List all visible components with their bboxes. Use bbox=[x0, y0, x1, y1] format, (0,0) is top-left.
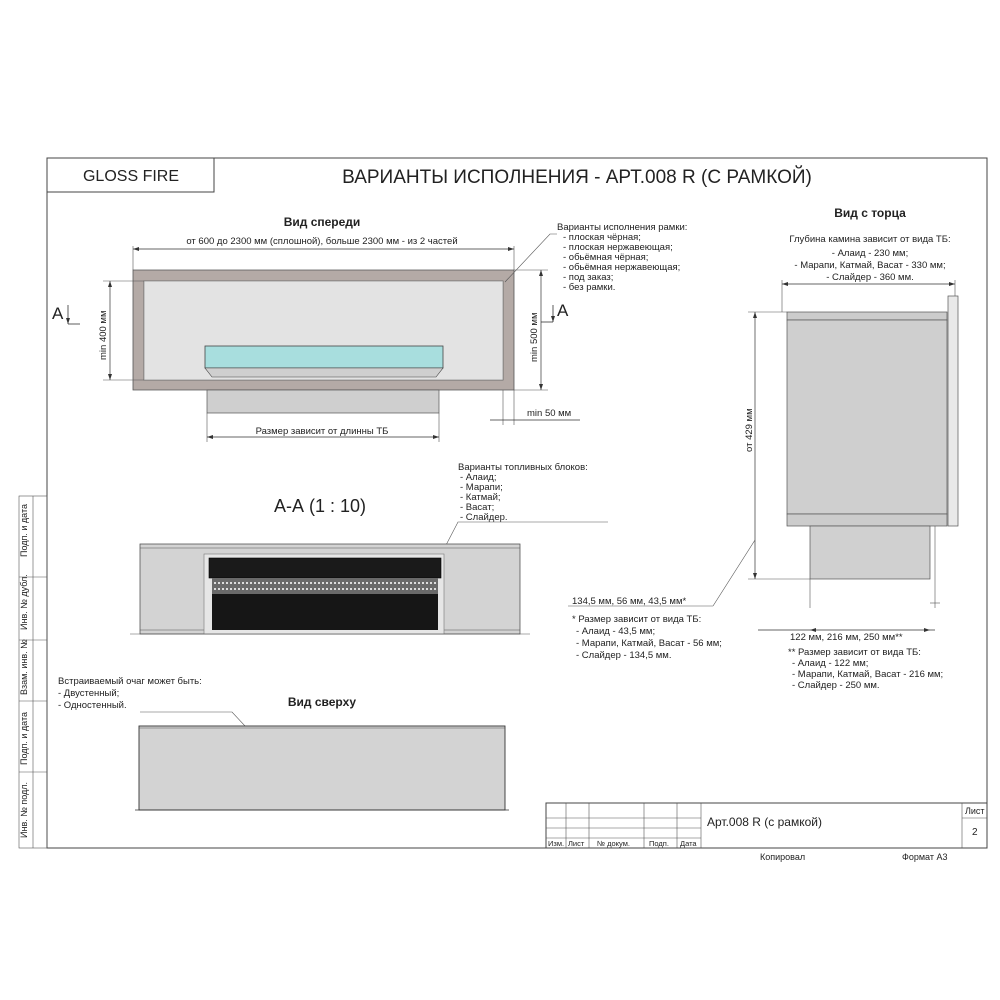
section-mark-right: A bbox=[557, 301, 569, 320]
svg-text:№ докум.: № докум. bbox=[597, 839, 630, 848]
svg-text:Изм.: Изм. bbox=[548, 839, 565, 848]
svg-text:- Слайдер - 134,5 мм.: - Слайдер - 134,5 мм. bbox=[576, 650, 672, 661]
side-stamp-label-5: Инв. № подл. bbox=[19, 781, 29, 838]
svg-text:- Алаид - 43,5 мм;: - Алаид - 43,5 мм; bbox=[576, 626, 656, 637]
stamp-format: Формат А3 bbox=[902, 852, 948, 862]
svg-text:- Слайдер - 360 мм.: - Слайдер - 360 мм. bbox=[826, 272, 914, 283]
svg-text:- Марапи, Катмай, Васат - 56 м: - Марапи, Катмай, Васат - 56 мм; bbox=[576, 638, 722, 649]
svg-text:- Одностенный.: - Одностенный. bbox=[58, 700, 127, 711]
svg-text:Варианты топливных блоков:: Варианты топливных блоков: bbox=[458, 462, 588, 473]
section-mark-left: A bbox=[52, 304, 64, 323]
frame-options-note bbox=[557, 222, 687, 293]
svg-text:Встраиваемый очаг может быть:: Встраиваемый очаг может быть: bbox=[58, 676, 202, 687]
offset-notes bbox=[572, 614, 722, 661]
svg-text:** Размер зависит от вида ТБ:: ** Размер зависит от вида ТБ: bbox=[788, 647, 921, 658]
front-width-dim: от 600 до 2300 мм (сплошной), больше 2300 мм - из 2 частей bbox=[186, 236, 458, 247]
section-label: А-А (1 : 10) bbox=[273, 496, 367, 516]
front-min-side: min 50 мм bbox=[527, 408, 572, 419]
side-stamp-label-4: Подп. и дата bbox=[19, 711, 29, 765]
svg-text:Глубина камина зависит от вида: Глубина камина зависит от вида ТБ: bbox=[789, 234, 951, 245]
svg-text:- плоская нержавеющая;: - плоская нержавеющая; bbox=[563, 242, 673, 253]
side-stamp-label-3: Взам. инв. № bbox=[19, 639, 29, 695]
stamp-sheet-label: Лист bbox=[965, 806, 985, 816]
svg-text:- без рамки.: - без рамки. bbox=[563, 282, 616, 293]
svg-text:Варианты исполнения рамки:: Варианты исполнения рамки: bbox=[557, 222, 688, 233]
svg-text:- Марапи, Катмай, Васат - 330: - Марапи, Катмай, Васат - 330 мм; bbox=[794, 260, 946, 271]
side-stamp-label-2: Инв. № дубл. bbox=[19, 574, 29, 630]
end-offset-dim: 134,5 мм, 56 мм, 43,5 мм* bbox=[572, 596, 687, 607]
section-drawing bbox=[130, 544, 530, 634]
svg-text:- Васат;: - Васат; bbox=[460, 502, 495, 513]
svg-text:- обьёмная чёрная;: - обьёмная чёрная; bbox=[563, 252, 649, 263]
page-title: ВАРИАНТЫ ИСПОЛНЕНИЯ - АРТ.008 R (С РАМКОЙ) bbox=[342, 167, 812, 188]
end-height-dim: от 429 мм bbox=[744, 408, 755, 452]
front-burner-dim: Размер зависит от длинны ТБ bbox=[255, 426, 389, 437]
svg-text:- Катмай;: - Катмай; bbox=[460, 492, 501, 503]
front-min-height-left: min 400 мм bbox=[98, 310, 109, 360]
svg-text:- Двустенный;: - Двустенный; bbox=[58, 688, 120, 699]
front-glass bbox=[205, 346, 443, 368]
svg-text:- Алаид - 230 мм;: - Алаид - 230 мм; bbox=[831, 248, 909, 259]
stamp-designation: Арт.008 R (с рамкой) bbox=[707, 815, 822, 829]
stamp bbox=[546, 803, 987, 848]
stamp-copied: Копировал bbox=[760, 852, 806, 862]
end-view-drawing bbox=[787, 296, 958, 579]
svg-text:- под заказ;: - под заказ; bbox=[563, 272, 614, 283]
top-view-notes bbox=[58, 676, 202, 711]
svg-text:- Марапи;: - Марапи; bbox=[460, 482, 503, 493]
svg-text:- плоская чёрная;: - плоская чёрная; bbox=[563, 232, 641, 243]
svg-text:- обьёмная нержавеющая;: - обьёмная нержавеющая; bbox=[563, 262, 681, 273]
side-stamp bbox=[19, 496, 47, 848]
front-view-heading: Вид спереди bbox=[283, 215, 361, 229]
svg-text:Лист: Лист bbox=[568, 839, 585, 848]
end-view-heading: Вид с торца bbox=[834, 206, 906, 220]
fuel-blocks-note bbox=[458, 462, 588, 523]
svg-text:Подп.: Подп. bbox=[649, 839, 669, 848]
brand-name: GLOSS FIRE bbox=[82, 168, 180, 185]
front-min-height-right: min 500 мм bbox=[529, 312, 540, 362]
depth-notes bbox=[789, 234, 950, 283]
side-stamp-label-1: Подп. и дата bbox=[19, 503, 29, 557]
top-view-heading: Вид сверху bbox=[287, 695, 357, 709]
svg-text:- Слайдер - 250 мм.: - Слайдер - 250 мм. bbox=[792, 680, 880, 691]
front-body bbox=[207, 390, 439, 413]
stamp-sheet-number: 2 bbox=[972, 827, 978, 838]
svg-text:* Размер зависит от вида ТБ:: * Размер зависит от вида ТБ: bbox=[572, 614, 702, 625]
svg-text:- Алаид;: - Алаид; bbox=[460, 472, 497, 483]
svg-text:- Слайдер.: - Слайдер. bbox=[460, 512, 508, 523]
end-box-dim: 122 мм, 216 мм, 250 мм** bbox=[790, 632, 903, 643]
svg-text:Дата: Дата bbox=[680, 839, 697, 848]
svg-text:- Марапи, Катмай, Васат - 216: - Марапи, Катмай, Васат - 216 мм; bbox=[792, 669, 944, 680]
svg-text:- Алаид - 122 мм;: - Алаид - 122 мм; bbox=[792, 658, 869, 669]
box-notes bbox=[788, 647, 943, 691]
top-view-drawing bbox=[135, 726, 509, 810]
